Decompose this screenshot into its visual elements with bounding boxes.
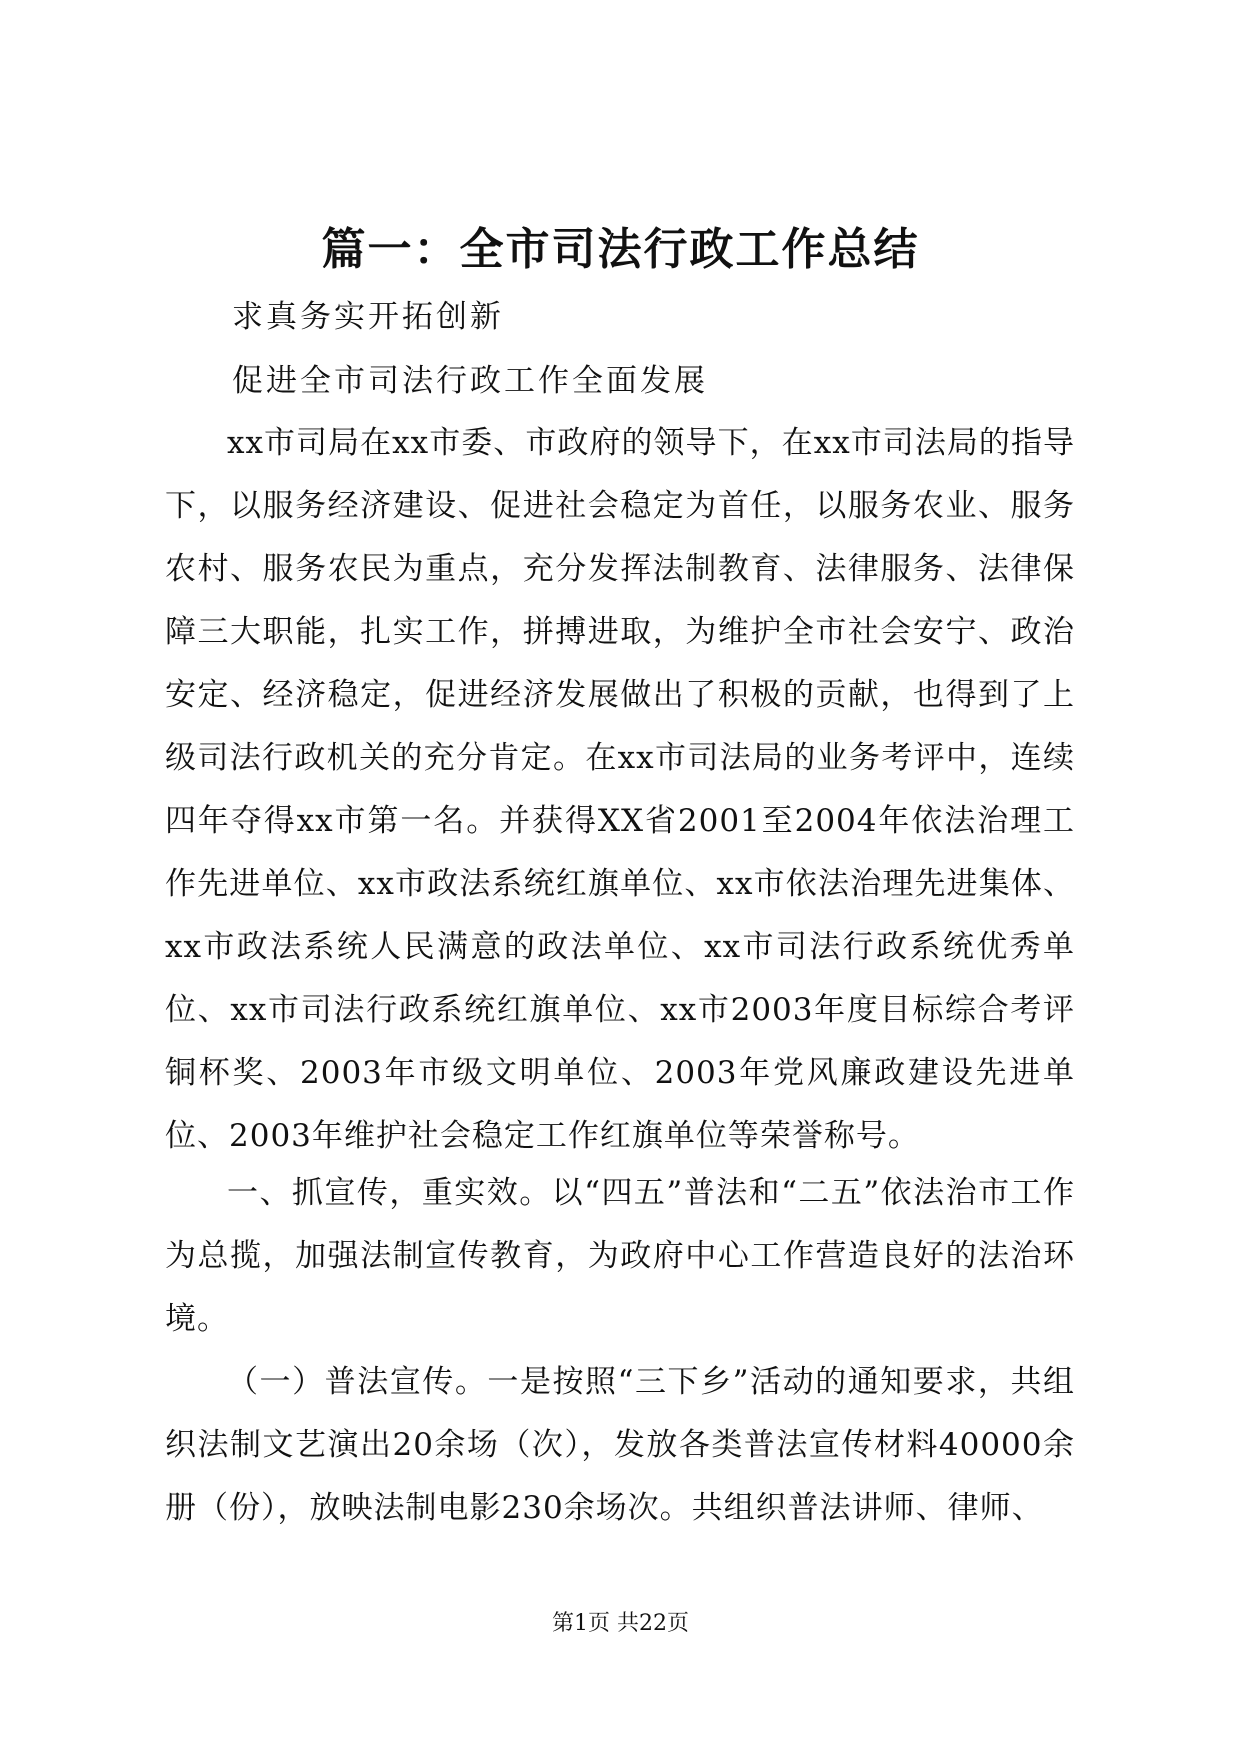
document-title: 篇一：全市司法行政工作总结	[321, 224, 920, 275]
body-paragraph-2: 一、抓宣传，重实效。以“四五”普法和“二五”依法治市工作为总揽，加强法制宣传教育，为政府中心工作营造良好的法治环境。	[165, 1175, 1075, 1337]
page-number-footer: 第1页 共22页	[552, 1611, 689, 1636]
subtitle-line-2: 促进全市司法行政工作全面发展	[232, 363, 708, 399]
body-paragraph-3: （一）普法宣传。一是按照“三下乡”活动的通知要求，共组织法制文艺演出20余场（次），发放各类普法宣传材料40000余册（份），放映法制电影230余场次。共组织普法讲师、律师、	[165, 1364, 1075, 1526]
subtitle-line-1: 求真务实开拓创新	[232, 299, 504, 335]
body-paragraph-1: xx市司局在xx市委、市政府的领导下，在xx市司法局的指导下，以服务经济建设、促进社会稳定为首任，以服务农业、服务农村、服务农民为重点，充分发挥法制教育、法律服务、法律保障三大职能，扎实工作，拼搏进取，为维护全市社会安宁、政治安定、经济稳定，促进经济发展做出了积极的贡献，也得到了上级司法行政机关的充分肯定。在xx市司法局的业务考评中，连续四年夺得xx市第一名。并获得XX省2001至2004年依法治理工作先进单位、xx市政法系统红旗单位、xx市依法治理先进集体、xx市政法系统人民满意的政法单位、xx市司法行政系统优秀单位、xx市司法行政系统红旗单位、xx市2003年度目标综合考评铜杯奖、2003年市级文明单位、2003年党风廉政建设先进单位、2003年维护社会稳定工作红旗单位等荣誉称号。	[165, 425, 1075, 1154]
